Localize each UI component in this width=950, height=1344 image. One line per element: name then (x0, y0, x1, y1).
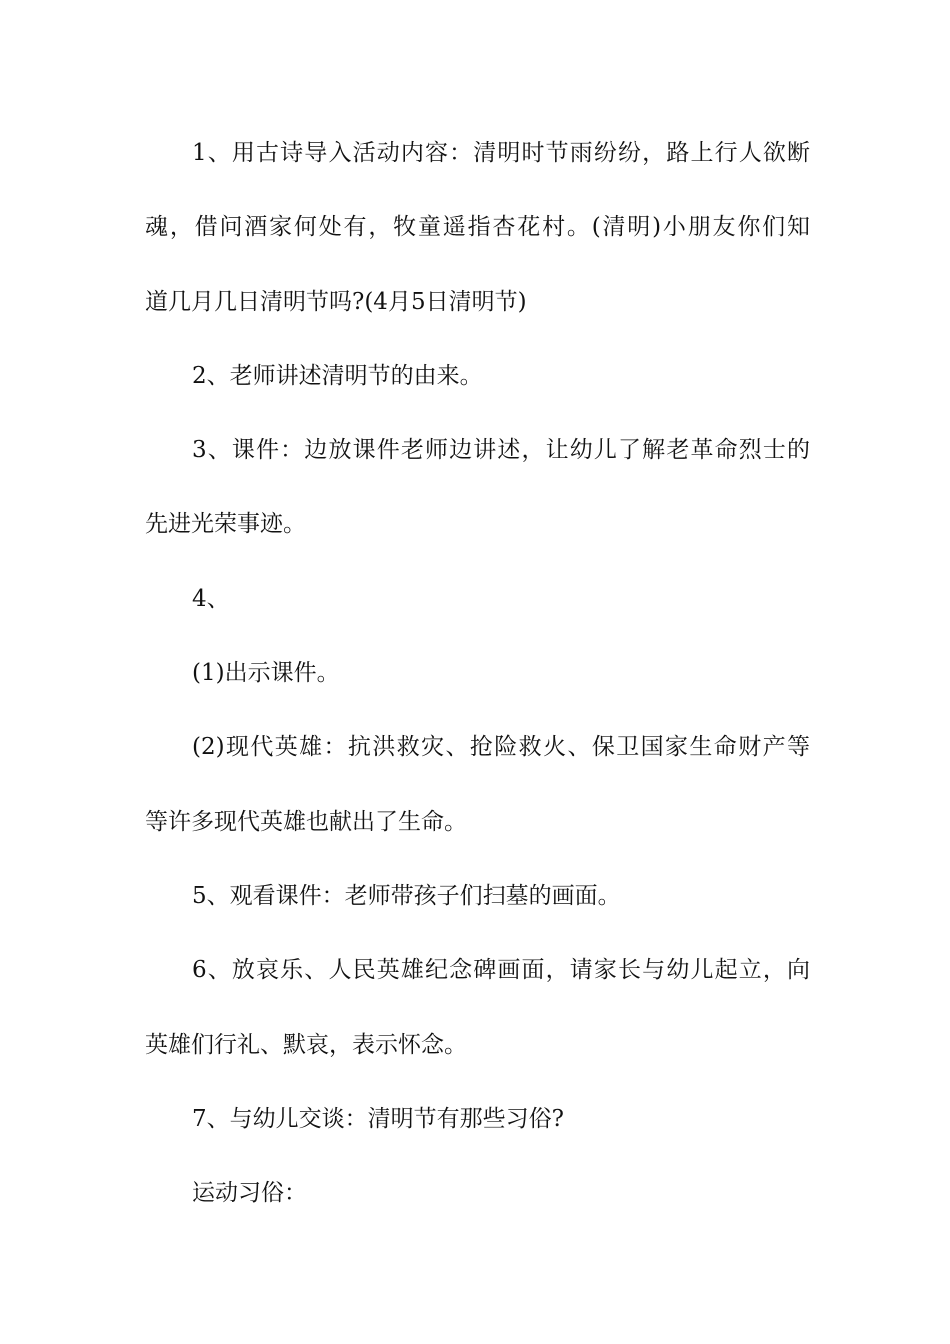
paragraph-line-8: (1)出示课件。 (192, 660, 340, 687)
paragraph-line-10: 等许多现代英雄也献出了生命。 (145, 808, 467, 835)
paragraph-line-12: 6、放哀乐、人民英雄纪念碑画面，请家长与幼儿起立，向 (192, 957, 810, 984)
paragraph-line-5: 3、课件：边放课件老师边讲述，让幼儿了解老革命烈士的 (192, 437, 810, 464)
paragraph-line-6: 先进光荣事迹。 (145, 511, 306, 538)
paragraph-line-14: 7、与幼儿交谈：清明节有那些习俗? (192, 1105, 564, 1132)
paragraph-line-4: 2、老师讲述清明节的由来。 (192, 362, 483, 389)
paragraph-line-7: 4、 (192, 585, 230, 612)
paragraph-line-1: 1、用古诗导入活动内容：清明时节雨纷纷，路上行人欲断 (192, 140, 810, 166)
paragraph-line-11: 5、观看课件：老师带孩子们扫墓的画面。 (192, 882, 621, 909)
paragraph-line-9: (2)现代英雄：抗洪救灾、抢险救火、保卫国家生命财产等 (192, 734, 810, 761)
document-body (145, 127, 810, 1241)
paragraph-line-3: 道几月几日清明节吗?(4月5日清明节) (145, 288, 527, 315)
paragraph-line-2: 魂，借问酒家何处有，牧童遥指杏花村。(清明)小朋友你们知 (145, 214, 810, 241)
paragraph-line-15: 运动习俗： (192, 1180, 307, 1207)
paragraph-line-13: 英雄们行礼、默哀，表示怀念。 (145, 1031, 467, 1058)
